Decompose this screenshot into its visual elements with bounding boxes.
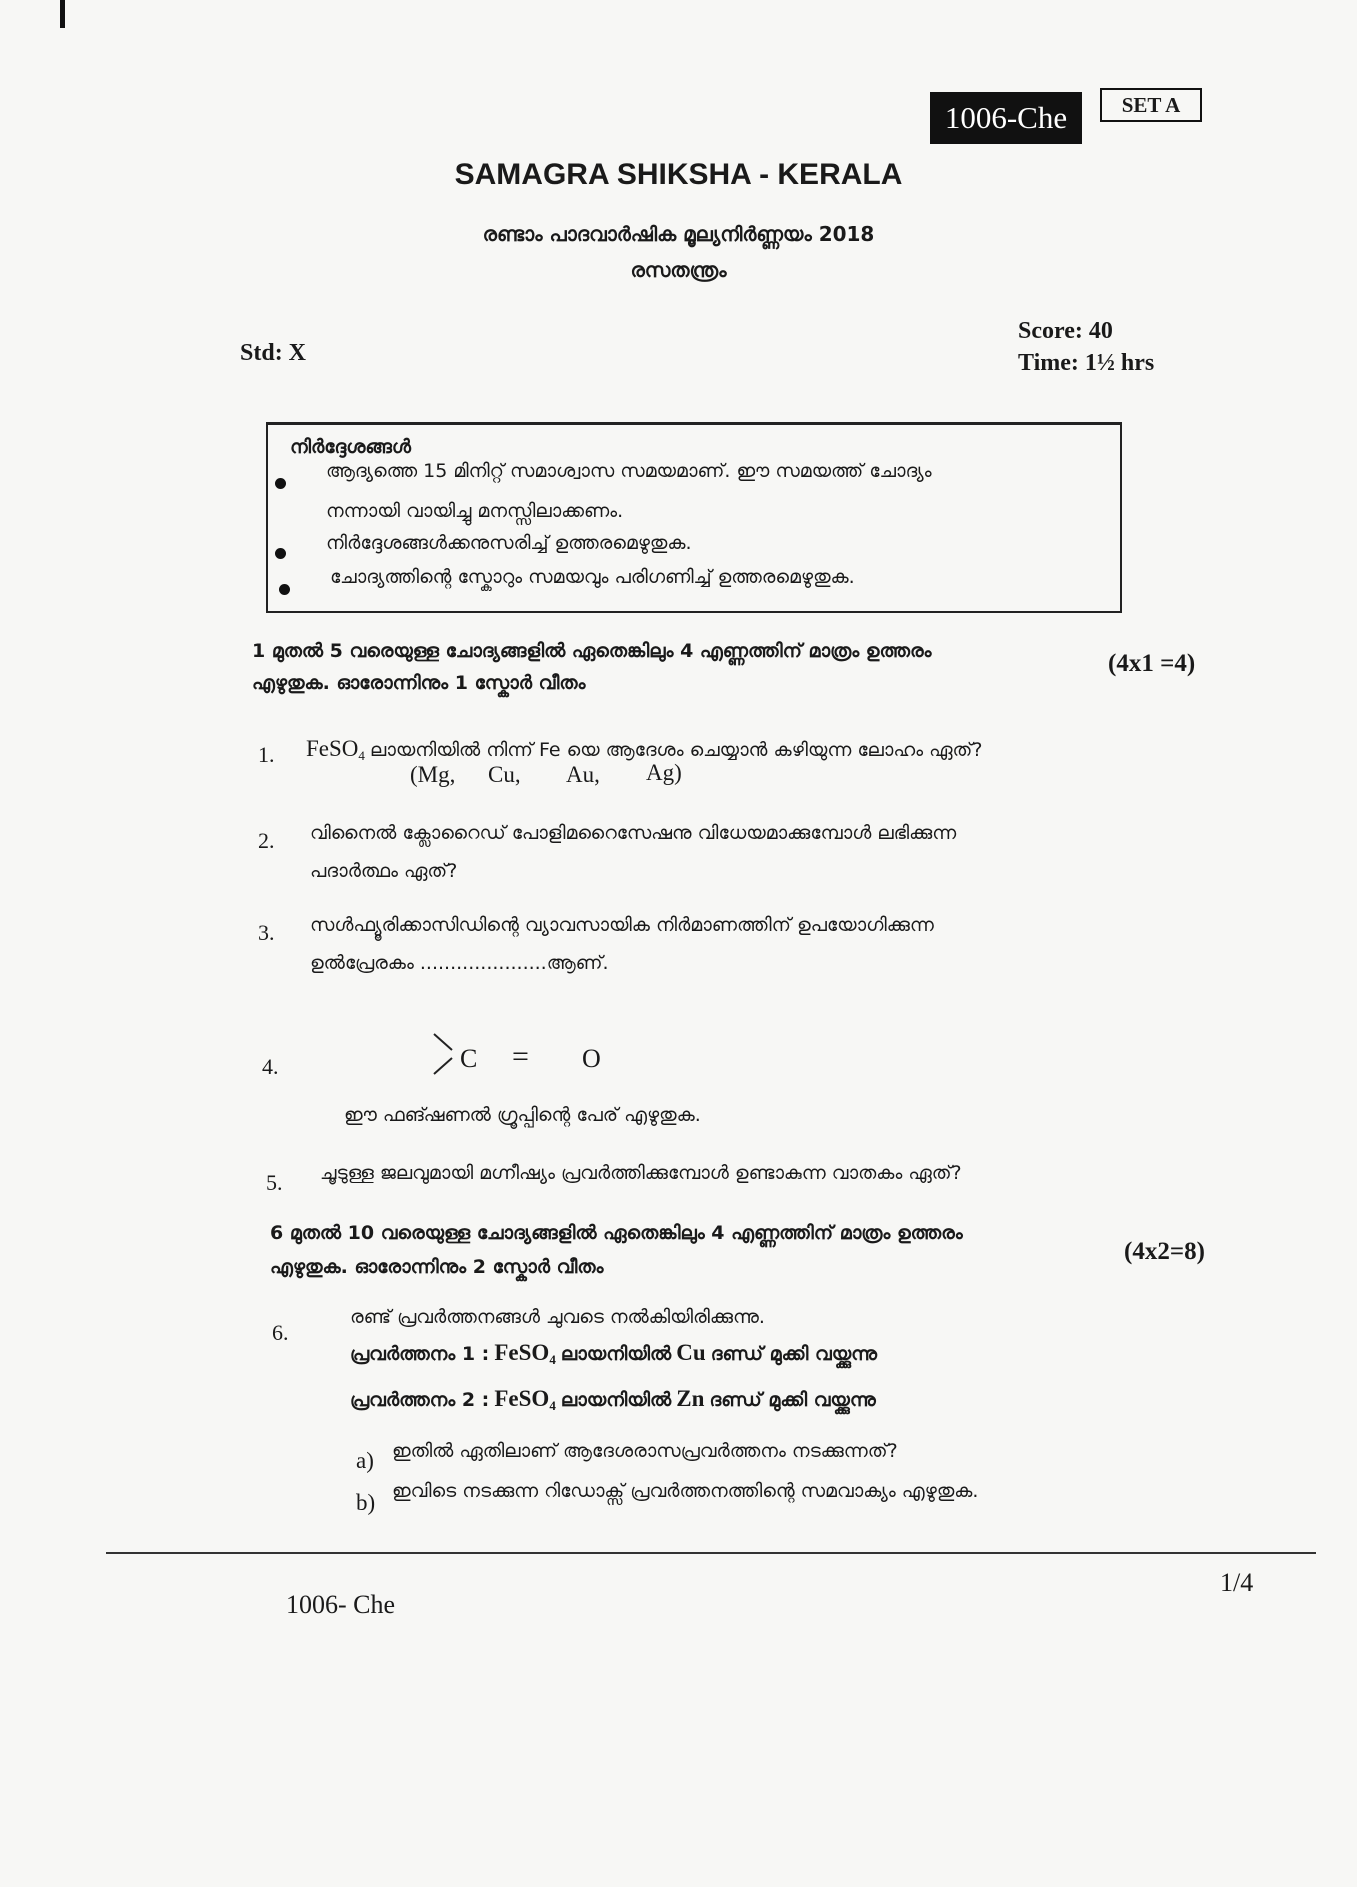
question-2-line2: പദാർത്ഥം ഏത്? <box>310 860 458 882</box>
bullet-icon <box>275 548 286 559</box>
activity-text: ദണ്ഡ് മുക്കി വയ്ക്കുന്നു <box>709 1389 876 1411</box>
question-number: 6. <box>272 1320 289 1345</box>
page-number: 1/4 <box>1220 1568 1254 1597</box>
instructions-heading: നിർദ്ദേശങ്ങൾ <box>290 436 411 458</box>
section2-heading-line2: എഴുതുക. ഓരോന്നിനും 2 സ്കോർ വീതം <box>270 1256 604 1278</box>
section1-marks: (4x1 =4) <box>1108 650 1196 677</box>
footer-rule <box>106 1552 1316 1554</box>
option: Au, <box>566 762 600 787</box>
instruction-item: നിർദ്ദേശങ്ങൾക്കനുസരിച്ച് ഉത്തരമെഴുതുക. <box>326 532 692 554</box>
question-number: 2. <box>258 828 275 853</box>
option: Cu, <box>488 762 521 787</box>
part-b-text: ഇവിടെ നടക്കുന്ന റിഡോക്സ് പ്രവർത്തനത്തിന്റെ സമവാക്യം എഴുതുക. <box>392 1480 979 1502</box>
activity-2 <box>350 1386 876 1414</box>
activity-text: ലായനിയിൽ <box>560 1389 672 1411</box>
organisation-title: SAMAGRA SHIKSHA - KERALA <box>454 158 903 191</box>
formula-feso4: FeSO$_4$ <box>494 1340 556 1367</box>
bullet-icon <box>275 478 286 489</box>
structure-oxygen: O <box>582 1044 601 1073</box>
score-label: Score: 40 <box>1018 318 1113 344</box>
metal-symbol: Zn <box>676 1386 705 1411</box>
question-number: 3. <box>258 920 275 945</box>
exam-name: രണ്ടാം പാദവാർഷിക മൂല്യനിർണ്ണയം 2018 <box>482 222 875 246</box>
question-2-line1: വിനൈൽ ക്ലോറൈഡ് പോളിമറൈസേഷനു വിധേയമാക്കുമ്പോൾ ലഭിക്കുന്ന <box>310 822 957 844</box>
structure-double-bond: = <box>512 1040 529 1073</box>
option: Ag) <box>646 760 682 785</box>
question-3-line1: സൾഫ്യൂരിക്കാസിഡിന്റെ വ്യാവസായിക നിർമാണത്തിന് ഉപയോഗിക്കുന്ന <box>310 914 934 936</box>
activity-text: ദണ്ഡ് മുക്കി വയ്ക്കുന്നു <box>710 1343 877 1365</box>
activity-label: പ്രവർത്തനം 1 : <box>350 1343 490 1365</box>
question-number: 4. <box>262 1054 279 1079</box>
formula-feso4: FeSO$_4$ <box>306 736 365 763</box>
section2-heading-line1: 6 മുതൽ 10 വരെയുള്ള ചോദ്യങ്ങളിൽ ഏതെങ്കിലും 4 എണ്ണത്തിന് മാത്രം ഉത്തരം <box>270 1222 963 1244</box>
question-5-text: ചൂടുള്ള ജലവുമായി മഗ്നീഷ്യം പ്രവർത്തിക്കുമ്പോൾ ഉണ്ടാകുന്ന വാതകം ഏത്? <box>320 1162 962 1184</box>
set-label-box: SET A <box>1100 88 1202 122</box>
activity-text: ലായനിയിൽ <box>560 1343 672 1365</box>
question-number: 1. <box>258 742 275 767</box>
question-3-line2: ഉൽപ്രേരകം .....................ആണ്. <box>310 952 609 974</box>
instruction-item: ആദ്യത്തെ 15 മിനിറ്റ് സമാശ്വാസ സമയമാണ്. ഈ സമയത്ത് ചോദ്യം <box>326 460 932 482</box>
part-a-label: a) <box>356 1448 374 1473</box>
part-a-text: ഇതിൽ ഏതിലാണ് ആദേശരാസപ്രവർത്തനം നടക്കുന്നത്? <box>392 1440 898 1462</box>
section1-heading-line2: എഴുതുക. ഓരോന്നിനും 1 സ്കോർ വീതം <box>252 672 586 694</box>
standard-label: Std: X <box>240 340 307 366</box>
section1-heading-line1: 1 മുതൽ 5 വരെയുള്ള ചോദ്യങ്ങളിൽ ഏതെങ്കിലും 4 എണ്ണത്തിന് മാത്രം ഉത്തരം <box>252 640 932 662</box>
instruction-item: നന്നായി വായിച്ചു മനസ്സിലാക്കണം. <box>326 500 624 522</box>
part-b-label: b) <box>356 1490 376 1515</box>
question-number: 5. <box>266 1170 283 1195</box>
paper-code-badge: 1006-Che <box>930 92 1082 144</box>
section2-marks: (4x2=8) <box>1124 1238 1205 1265</box>
question-6-intro: രണ്ട് പ്രവർത്തനങ്ങൾ ചുവടെ നൽകിയിരിക്കുന്നു. <box>350 1306 765 1328</box>
structure-carbon: C <box>460 1044 478 1073</box>
question-4-text: ഈ ഫങ്ഷണൽ ഗ്രൂപ്പിന്റെ പേര് എഴുതുക. <box>344 1104 701 1126</box>
activity-label: പ്രവർത്തനം 2 : <box>350 1389 490 1411</box>
instruction-item: ചോദ്യത്തിന്റെ സ്കോറും സമയവും പരിഗണിച്ച് ഉത്തരമെഴുതുക. <box>330 566 855 588</box>
metal-symbol: Cu <box>676 1340 706 1365</box>
bullet-icon <box>279 584 290 595</box>
option: (Mg, <box>410 762 456 787</box>
question-1 <box>306 736 982 764</box>
scan-edge-mark <box>60 0 65 28</box>
footer-code: 1006- Che <box>286 1590 396 1619</box>
activity-1 <box>350 1340 877 1368</box>
subject-name: രസതന്ത്രം <box>630 258 727 282</box>
time-label: Time: 1½ hrs <box>1018 350 1155 376</box>
question-text: ലായനിയിൽ നിന്ന് Fe യെ ആദേശം ചെയ്യാൻ കഴിയുന്ന ലോഹം ഏത്? <box>370 739 983 761</box>
formula-feso4: FeSO$_4$ <box>494 1386 556 1413</box>
